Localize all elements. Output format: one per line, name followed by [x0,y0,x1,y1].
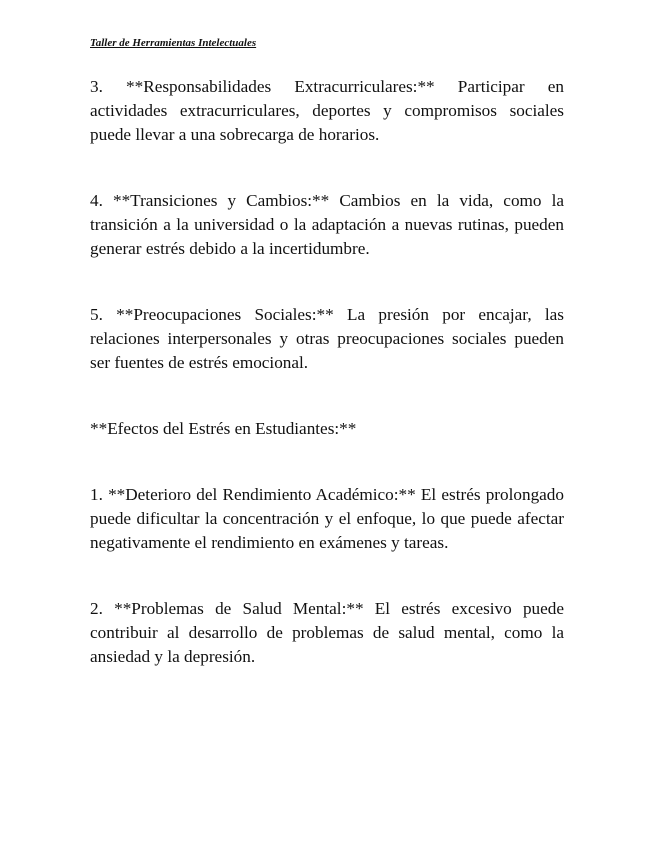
paragraph-extracurricular: 3. **Responsabilidades Extracurriculares:** Participar en actividades extracurriculares, deportes y compromisos sociales puede llevar a una sobrecarga de horarios. [90,77,564,144]
page-body [90,75,564,669]
paragraph-transitions: 4. **Transiciones y Cambios:** Cambios en la vida, como la transición a la universidad o la adaptación a nuevas rutinas, pueden generar estrés debido a la incertidumbre. [90,191,564,258]
paragraph-social-concerns: 5. **Preocupaciones Sociales:** La presión por encajar, las relaciones interpersonales y otras preocupaciones sociales pueden ser fuentes de estrés emocional. [90,305,564,372]
paragraph-mental-health: 2. **Problemas de Salud Mental:** El estrés excesivo puede contribuir al desarrollo de problemas de salud mental, como la ansiedad y la depresión. [90,599,564,666]
paragraph-academic-performance: 1. **Deterioro del Rendimiento Académico:** El estrés prolongado puede dificultar la concentración y el enfoque, lo que puede afectar negativamente el rendimiento en exámenes y tareas. [90,485,564,552]
running-header: Taller de Herramientas Intelectuales [90,37,257,49]
section-heading-effects: **Efectos del Estrés en Estudiantes:** [90,419,357,438]
